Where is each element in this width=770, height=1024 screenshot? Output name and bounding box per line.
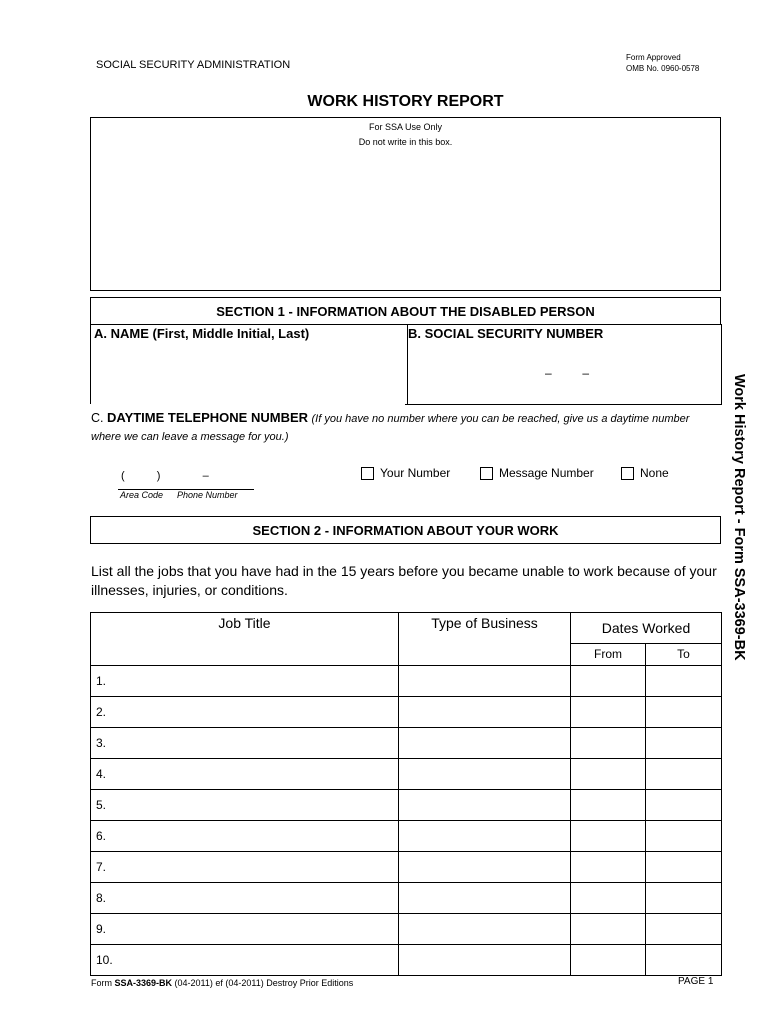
from-date-cell[interactable] (571, 945, 646, 976)
phone-number-caption: Phone Number (177, 490, 238, 500)
do-not-write-text: Do not write in this box. (358, 137, 453, 147)
to-date-cell[interactable] (646, 883, 722, 914)
job-title-cell[interactable]: 4. (91, 759, 399, 790)
job-title-cell[interactable]: 6. (91, 821, 399, 852)
job-title-cell[interactable]: 9. (91, 914, 399, 945)
business-type-cell[interactable] (399, 697, 571, 728)
agency-name: SOCIAL SECURITY ADMINISTRATION (96, 59, 291, 71)
from-date-cell[interactable] (571, 728, 646, 759)
omb-approval (626, 52, 699, 74)
message-number-checkbox[interactable] (480, 467, 493, 480)
business-type-cell[interactable] (399, 790, 571, 821)
to-date-cell[interactable] (646, 914, 722, 945)
ssn-separators (545, 366, 589, 380)
page-number: PAGE 1 (678, 976, 714, 987)
section-2-header: SECTION 2 - INFORMATION ABOUT YOUR WORK (90, 516, 721, 544)
phone-label-text: DAYTIME TELEPHONE NUMBER (106, 410, 309, 425)
business-type-cell[interactable] (399, 759, 571, 790)
business-type-cell[interactable] (399, 945, 571, 976)
to-date-cell[interactable] (646, 821, 722, 852)
job-title-header: Job Title (91, 613, 399, 666)
phone-input[interactable] (121, 470, 209, 482)
name-field[interactable] (90, 324, 408, 404)
dates-worked-header: Dates Worked (571, 613, 722, 644)
to-date-cell[interactable] (646, 666, 722, 697)
form-footer (91, 978, 353, 988)
job-title-cell[interactable]: 10. (91, 945, 399, 976)
from-date-cell[interactable] (571, 852, 646, 883)
your-number-checkbox[interactable] (361, 467, 374, 480)
job-title-cell[interactable]: 2. (91, 697, 399, 728)
phone-dash: – (202, 470, 209, 482)
from-date-cell[interactable] (571, 666, 646, 697)
from-date-cell[interactable] (571, 914, 646, 945)
business-type-cell[interactable] (399, 852, 571, 883)
job-title-cell[interactable]: 7. (91, 852, 399, 883)
ssn-field[interactable] (405, 324, 722, 405)
name-label: A. NAME (First, Middle Initial, Last) (94, 326, 310, 341)
business-type-cell[interactable] (399, 666, 571, 697)
table-row (91, 666, 722, 697)
form-edition: (04-2011) ef (04-2011) Destroy Prior Editions (172, 978, 354, 988)
none-checkbox[interactable] (621, 467, 634, 480)
from-date-cell[interactable] (571, 759, 646, 790)
area-code-caption: Area Code (120, 490, 164, 500)
jobs-table (90, 612, 722, 976)
area-open-paren: ( (121, 470, 125, 482)
to-date-cell[interactable] (646, 945, 722, 976)
table-row (91, 728, 722, 759)
job-title-cell[interactable]: 5. (91, 790, 399, 821)
from-date-cell[interactable] (571, 697, 646, 728)
area-close-paren: ) (156, 470, 161, 482)
job-title-cell[interactable]: 3. (91, 728, 399, 759)
table-row (91, 883, 722, 914)
to-date-cell[interactable] (646, 759, 722, 790)
table-row (91, 945, 722, 976)
page-title: WORK HISTORY REPORT (307, 93, 504, 110)
from-date-cell[interactable] (571, 883, 646, 914)
section-2-instructions: List all the jobs that you have had in the 15 years before you became unable to work because of your illnesses, injuries, or conditions. (91, 563, 717, 598)
table-row (91, 821, 722, 852)
none-label: None (640, 466, 669, 480)
table-row (91, 697, 722, 728)
section-1-header: SECTION 1 - INFORMATION ABOUT THE DISABLED PERSON (90, 297, 721, 325)
business-type-cell[interactable] (399, 821, 571, 852)
phone-prefix: C. (91, 411, 107, 425)
table-row (91, 852, 722, 883)
side-form-label (722, 374, 752, 684)
message-number-label: Message Number (499, 466, 594, 480)
ssa-use-only-text: For SSA Use Only (368, 122, 443, 132)
omb-number: OMB No. 0960-0578 (626, 64, 700, 73)
from-header: From (571, 643, 646, 665)
approval-line: Form Approved (626, 53, 681, 62)
to-header: To (646, 643, 722, 665)
table-row (91, 914, 722, 945)
table-row (91, 790, 722, 821)
form-id: SSA-3369-BK (114, 978, 173, 988)
business-type-header: Type of Business (399, 613, 571, 666)
phone-instructions: (If you have no number where you can be reached, give us a daytime number where we can leave a message for you.) (91, 413, 690, 443)
to-date-cell[interactable] (646, 852, 722, 883)
from-date-cell[interactable] (571, 790, 646, 821)
business-type-cell[interactable] (399, 914, 571, 945)
ssn-dash-1: – (545, 366, 552, 380)
form-prefix: Form (91, 978, 115, 988)
to-date-cell[interactable] (646, 697, 722, 728)
your-number-label: Your Number (380, 466, 451, 480)
to-date-cell[interactable] (646, 790, 722, 821)
side-form-text: Work History Report - Form SSA-3369-BK (731, 374, 747, 661)
phone-label (91, 409, 701, 446)
ssa-use-only-box (90, 117, 721, 291)
ssn-dash-2: – (582, 366, 590, 380)
from-date-cell[interactable] (571, 821, 646, 852)
table-row (91, 759, 722, 790)
to-date-cell[interactable] (646, 728, 722, 759)
ssn-label: B. SOCIAL SECURITY NUMBER (408, 326, 604, 341)
business-type-cell[interactable] (399, 883, 571, 914)
business-type-cell[interactable] (399, 728, 571, 759)
job-title-cell[interactable]: 1. (91, 666, 399, 697)
job-title-cell[interactable]: 8. (91, 883, 399, 914)
